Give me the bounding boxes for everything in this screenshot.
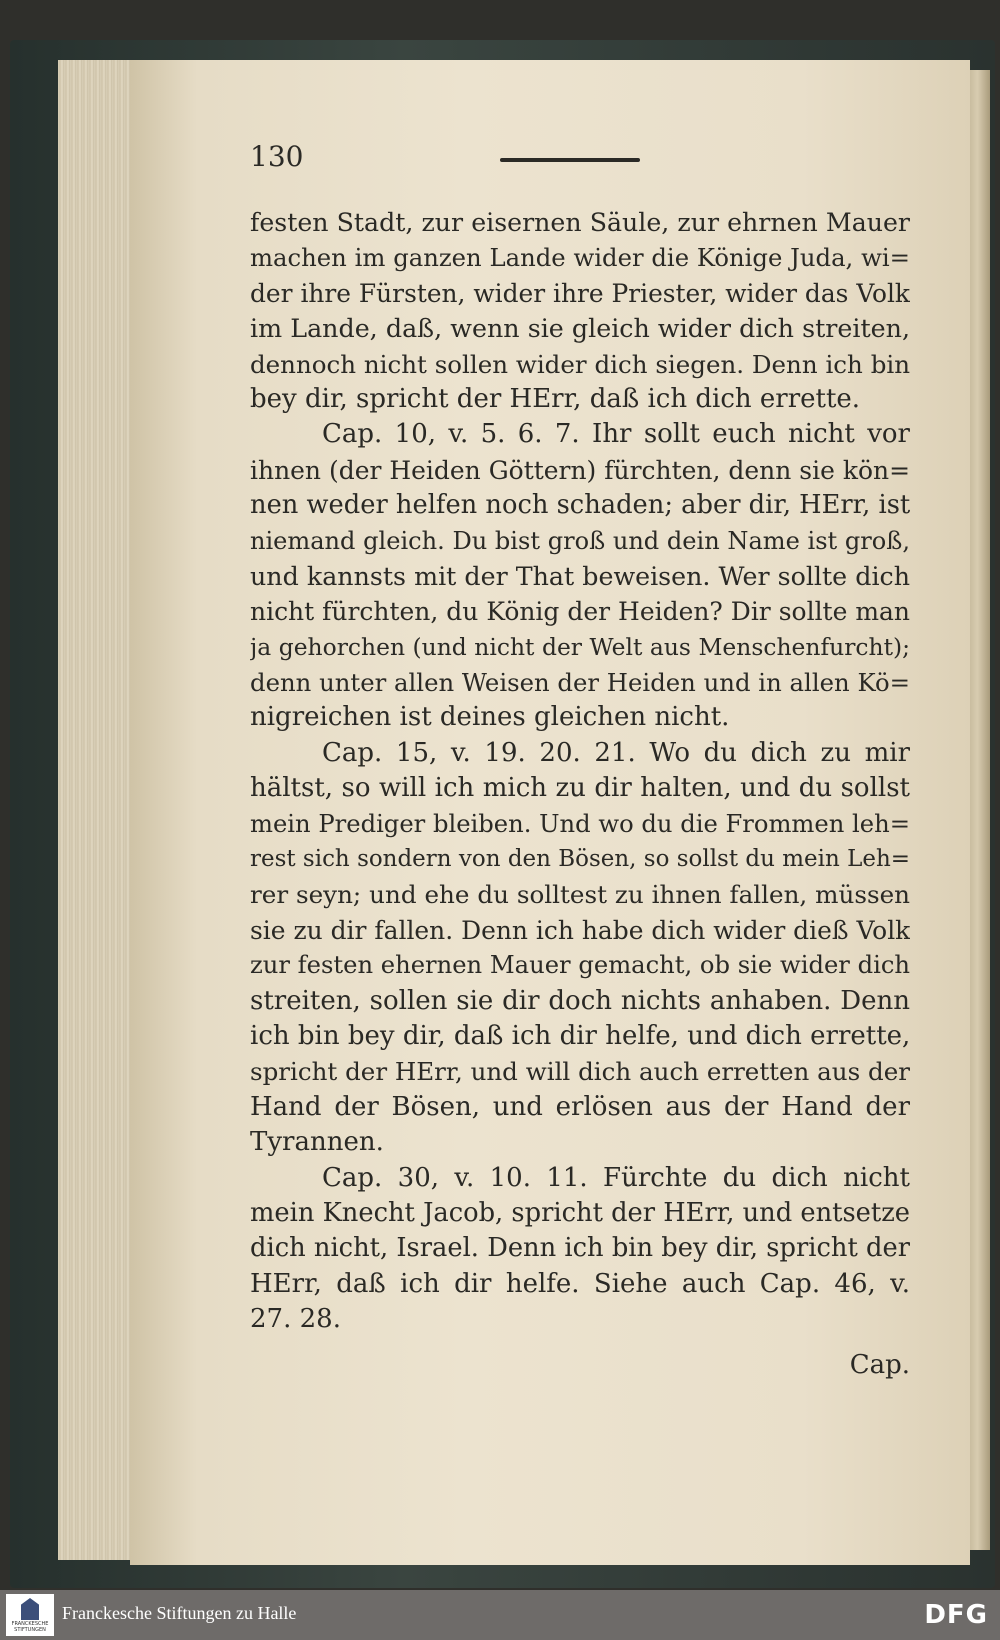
text-line: 27. 28. (250, 1304, 341, 1335)
header-ornament (500, 158, 640, 162)
text-line: machen im ganzen Lande wider die Könige Juda, wi= (250, 243, 910, 273)
dfg-logo[interactable]: DFG (924, 1600, 988, 1630)
text-line: der ihre Fürsten, wider ihre Priester, wider das Volk (250, 278, 910, 308)
text-line: nigreichen ist deines gleichen nicht. (250, 702, 730, 733)
text-line: spricht der HErr, und will dich auch erretten aus der (250, 1057, 910, 1087)
text-line: zur festen ehernen Mauer gemacht, ob sie wider dich (250, 951, 910, 980)
text-line: mein Knecht Jacob, spricht der HErr, und entsetze (250, 1197, 910, 1228)
body-text (250, 205, 910, 1338)
text-line: nen weder helfen noch schaden; aber dir, HErr, ist (250, 490, 910, 521)
text-line: streiten, sollen sie dir doch nichts anhaben. Denn (250, 985, 910, 1016)
logo-text: FRANCKESCHE STIFTUNGEN (11, 1621, 49, 1633)
building-icon (21, 1598, 39, 1620)
text-line: ihnen (der Heiden Göttern) fürchten, denn sie kön= (250, 455, 910, 485)
page-header (250, 140, 910, 180)
footer-title[interactable]: Franckesche Stiftungen zu Halle (62, 1603, 297, 1623)
text-line: Tyrannen. (250, 1127, 384, 1158)
footer-bar (0, 1590, 1000, 1640)
text-line: und kannsts mit der That beweisen. Wer sollte dich (250, 561, 910, 591)
text-line: festen Stadt, zur eisernen Säule, zur ehrnen Mauer (250, 208, 910, 237)
page-number: 130 (250, 140, 304, 173)
text-line: HErr, daß ich dir helfe. Siehe auch Cap. 46, v. (250, 1268, 910, 1299)
text-line: rest sich sondern von den Bösen, so sollst du mein Leh= (250, 846, 910, 873)
page-edges (58, 60, 134, 1560)
text-line: Cap. 10, v. 5. 6. 7. Ihr sollt euch nicht vor (322, 419, 910, 450)
text-line: Hand der Bösen, und erlösen aus der Hand der (250, 1091, 910, 1122)
text-line: dennoch nicht sollen wider dich siegen. Denn ich bin (250, 349, 910, 379)
text-line: Cap. 30, v. 10. 11. Fürchte du dich nicht (322, 1162, 910, 1193)
text-line: im Lande, daß, wenn sie gleich wider dich streiten, (250, 313, 910, 344)
text-line: niemand gleich. Du bist groß und dein Name ist groß, (250, 526, 910, 555)
text-line: rer seyn; und ehe du solltest zu ihnen fallen, müssen (250, 880, 910, 910)
text-line: Cap. 15, v. 19. 20. 21. Wo du dich zu mir (322, 737, 910, 768)
text-line: nicht fürchten, du König der Heiden? Dir sollte man (250, 597, 910, 627)
text-line: bey dir, spricht der HErr, daß ich dich errette. (250, 383, 861, 414)
text-line: sie zu dir fallen. Denn ich habe dich wider dieß Volk (250, 915, 910, 945)
text-line: mein Prediger bleiben. Und wo du die Frommen leh= (250, 809, 910, 838)
text-line: hältst, so will ich mich zu dir halten, und du sollst (250, 773, 910, 804)
catchword: Cap. (849, 1350, 910, 1380)
text-line: ja gehorchen (und nicht der Welt aus Menschenfurcht); (250, 632, 910, 661)
text-line: ich bin bey dir, daß ich dir helfe, und dich errette, (250, 1020, 910, 1051)
text-line: dich nicht, Israel. Denn ich bin bey dir, spricht der (250, 1233, 910, 1264)
institution-logo[interactable] (6, 1594, 54, 1636)
text-line: denn unter allen Weisen der Heiden und in allen Kö= (250, 668, 910, 698)
